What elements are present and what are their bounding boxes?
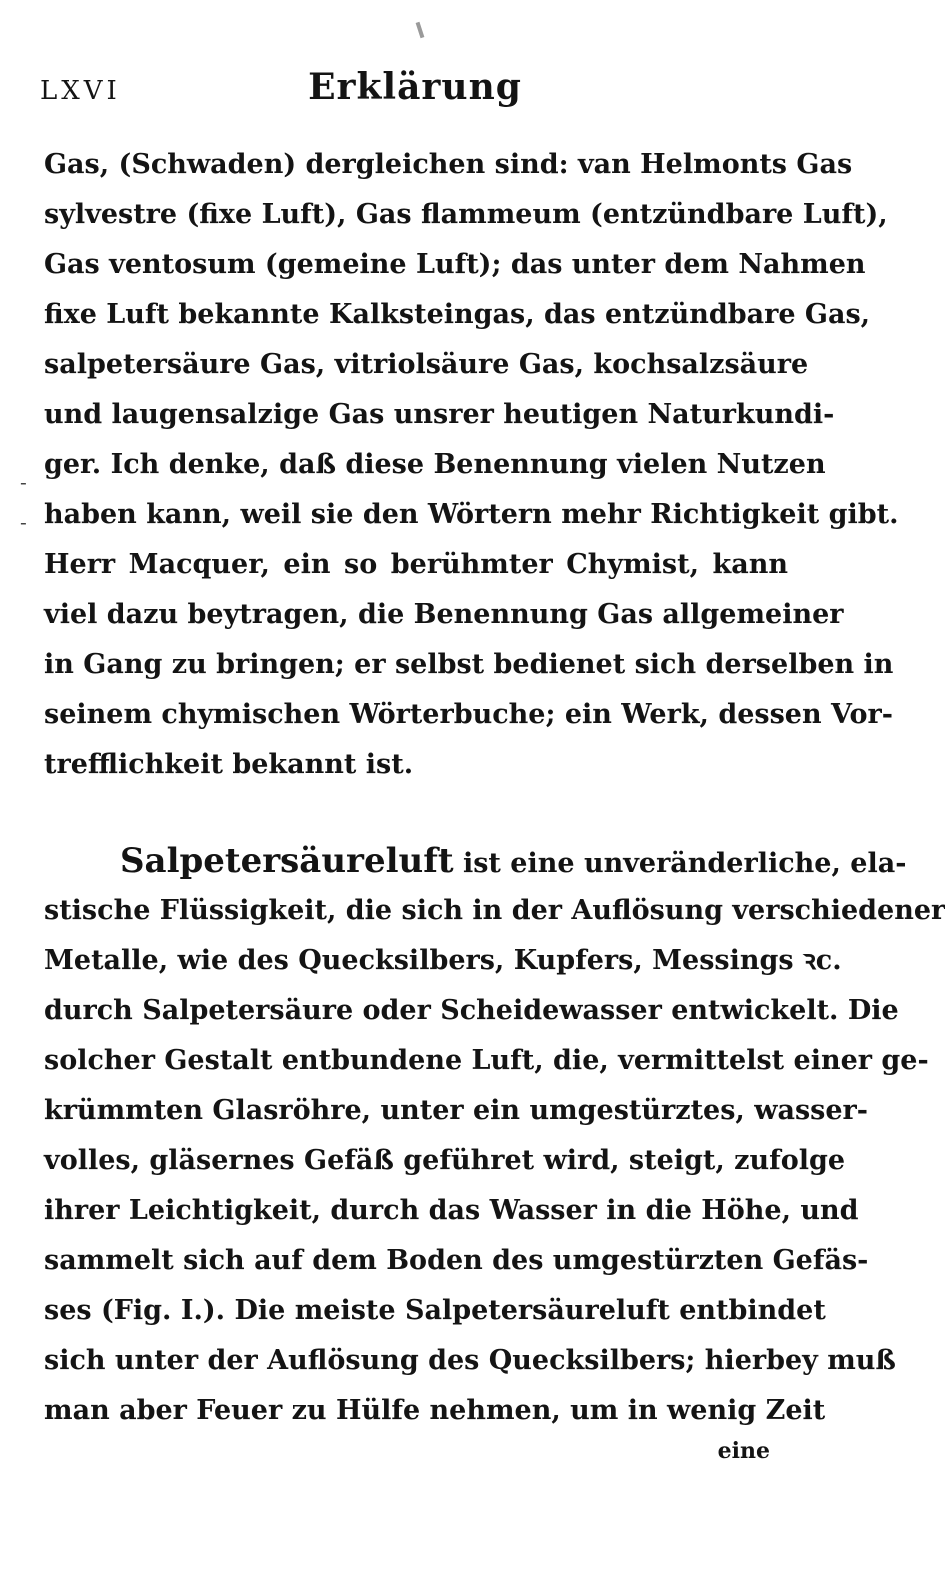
text-line: salpetersäure Gas, vitriolsäure Gas, kochsalzsäure	[44, 349, 809, 380]
margin-dash: -	[20, 470, 27, 494]
text-line: Gas ventosum (gemeine Luft); das unter dem Nahmen	[44, 249, 866, 280]
text-line: Herr Macquer, ein so berühmter Chymist, kann	[44, 549, 788, 580]
text-line: haben kann, weil sie den Wörtern mehr Richtigkeit gibt.	[44, 499, 899, 530]
lead-term: Salpetersäureluft	[120, 841, 454, 881]
text-line: Gas, (Schwaden) dergleichen sind: van Helmonts Gas	[44, 149, 853, 180]
text-line: fixe Luft bekannte Kalksteingas, das entzündbare Gas,	[44, 299, 871, 330]
text-line: Metalle, wie des Quecksilbers, Kupfers, Messings ꝛc.	[44, 945, 842, 976]
paper-speck	[416, 22, 425, 38]
text-line: ger. Ich denke, daß diese Benennung vielen Nutzen	[44, 449, 826, 480]
text-line: seinem chymischen Wörterbuche; ein Werk, dessen Vor-	[44, 699, 893, 730]
margin-dash: -	[20, 510, 27, 534]
page-header	[40, 66, 790, 116]
page-number: LXVI	[40, 76, 121, 106]
text-line: ihrer Leichtigkeit, durch das Wasser in die Höhe, und	[44, 1195, 859, 1226]
text-line: stische Flüssigkeit, die sich in der Auflösung verschiedener	[44, 895, 945, 926]
first-line	[44, 836, 907, 886]
text-line: durch Salpetersäure oder Scheidewasser entwickelt. Die	[44, 995, 899, 1026]
text-line: ses (Fig. I.). Die meiste Salpetersäureluft entbindet	[44, 1295, 826, 1326]
text-line: krümmten Glasröhre, unter ein umgestürztes, wasser-	[44, 1095, 868, 1126]
text-line: sich unter der Auflösung des Quecksilbers; hierbey muß	[44, 1345, 896, 1376]
paragraph-gas-definitions	[44, 140, 899, 790]
text-line: sammelt sich auf dem Boden des umgestürzten Gefäs-	[44, 1245, 869, 1276]
paragraph-salpetersaeureluft	[44, 836, 945, 1436]
catchword: eine	[717, 1438, 770, 1464]
text-line: sylvestre (fixe Luft), Gas flammeum (entzündbare Luft),	[44, 199, 888, 230]
text-line: volles, gläsernes Gefäß geführet wird, steigt, zufolge	[44, 1145, 846, 1176]
text-line: und laugensalzige Gas unsrer heutigen Naturkundi-	[44, 399, 835, 430]
first-line-text: ist eine unveränderliche, ela-	[462, 848, 907, 879]
text-line: man aber Feuer zu Hülfe nehmen, um in wenig Zeit	[44, 1395, 826, 1426]
running-title: Erklärung	[308, 66, 522, 108]
text-line: solcher Gestalt entbundene Luft, die, vermittelst einer ge-	[44, 1045, 929, 1076]
text-line: trefflichkeit bekannt ist.	[44, 749, 414, 780]
text-line: in Gang zu bringen; er selbst bedienet sich derselben in	[44, 649, 894, 680]
text-line: viel dazu beytragen, die Benennung Gas allgemeiner	[44, 599, 844, 630]
